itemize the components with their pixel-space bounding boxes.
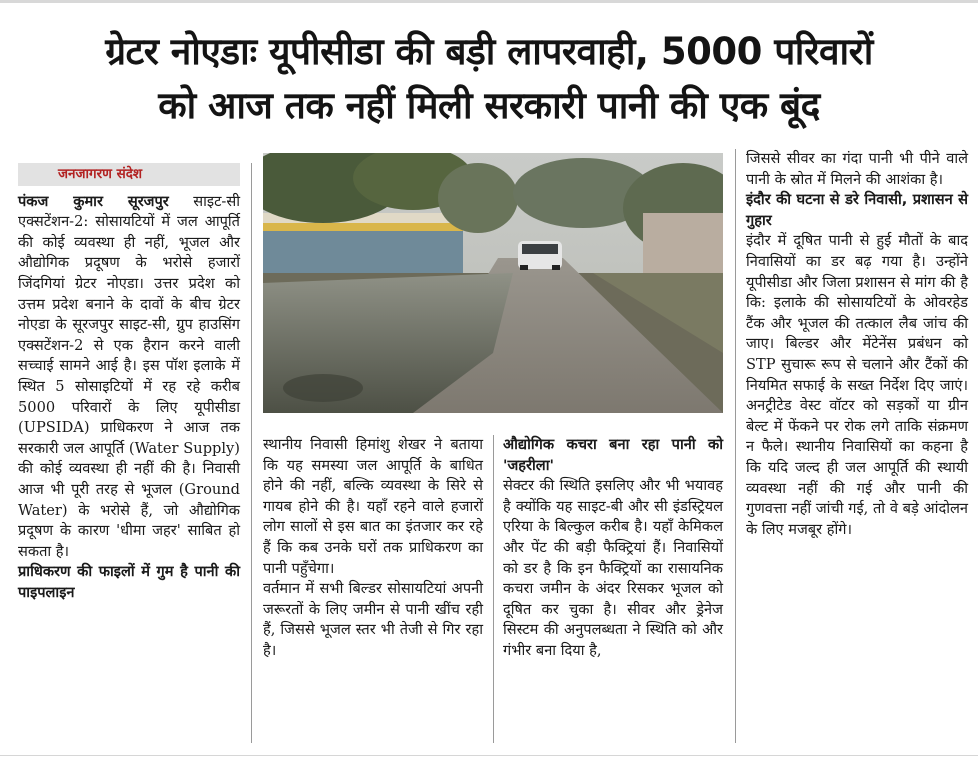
section-tag: जनजागरण संदेश bbox=[18, 163, 240, 186]
col4-paragraph-1: जिससे सीवर का गंदा पानी भी पीने वाले पानी के स्रोत में मिलने की आशंका है। bbox=[746, 150, 968, 188]
headline-line-1: ग्रेटर नोएडाः यूपीसीडा की बड़ी लापरवाही, 5000 परिवारों bbox=[105, 30, 873, 73]
col3-paragraph: सेक्टर की स्थिति इसलिए और भी भयावह है क्योंकि यह साइट-बी और सी इंडस्ट्रियल एरिया के बिल्कुल करीब है। यहाँ केमिकल और पेंट की बड़ी फैक्ट्रियां हैं। निवासियों को डर है कि इन फैक्ट्रियों का रासायनिक कचरा जमीन के अंदर रिसकर भूजल को दूषित कर चुका है। सीवर और ड्रेनेज सिस्टम की अनुपलब्धता ने स्थिति को और गंभीर बना दिया है, bbox=[503, 477, 723, 659]
photo-illustration bbox=[263, 153, 723, 413]
column-2 bbox=[263, 435, 483, 662]
col1-body: साइट-सी एक्सटेंशन-2: सोसायटियों में जल आपूर्ति की कोई व्यवस्था ही नहीं, भूजल और औद्योगिक प्रदूषण के भरोसे हजारों जिंदगियां ग्रेटर नोएडा। उत्तर प्रदेश को उत्तम प्रदेश बनाने के दावों के बीच ग्रेटर नोएडा के सूरजपुर साइट-सी, ग्रुप हाउसिंग एक्सटेंशन-2 से एक हैरान करने वाली सच्चाई सामने आई है। इस पॉश इलाके में स्थित 5 सोसाइटियों में रह रहे करीब 5000 परिवारों के लिए यूपीसीडा (UPSIDA) प्राधिकरण ने आज तक सरकारी जल आपूर्ति (Water Supply) की कोई व्यवस्था ही नहीं की है। निवासी आज भी पूरी तरह से भूजल (Ground Water) के भरोसे हैं, जो औद्योगिक प्रदूषण के कारण 'धीमा जहर' साबित हो सकता है। bbox=[18, 192, 241, 560]
col3-subheading: औद्योगिक कचरा बना रहा पानी को 'जहरीला' bbox=[503, 436, 723, 474]
headline bbox=[6, 25, 972, 133]
col1-paragraph bbox=[18, 192, 240, 563]
column-3 bbox=[503, 435, 723, 662]
column-1 bbox=[18, 163, 240, 603]
headline-line-2: को आज तक नहीं मिली सरकारी पानी की एक बूंद bbox=[158, 84, 820, 127]
col4-subheading: इंदौर की घटना से डरे निवासी, प्रशासन से गुहार bbox=[746, 191, 968, 229]
col4-paragraph-2: इंदौर में दूषित पानी से हुई मौतों के बाद निवासियों का डर बढ़ गया है। उन्होंने यूपीसीडा और जिला प्रशासन से मांग की है कि: इलाके की सोसायटियों के ओवरहेड टैंक और भूजल की तत्काल लैब जांच की जाए। बिल्डर और मेंटेनेंस प्रबंधन को STP सुचारू रूप से चलाने और टैंकों की नियमित सफाई के सख्त निर्देश दिए जाएं। अनट्रीटेड वेस्ट वॉटर को सड़कों या ग्रीन बेल्ट में फेंकने पर रोक लगे ताकि संक्रमण न फैले। स्थानीय निवासियों का कहना है कि यदि जल्द ही जल आपूर्ति की स्थायी व्यवस्था नहीं की गई और पानी की गुणवत्ता नहीं जांची गई, तो वे बड़े आंदोलन के लिए मजबूर होंगे। bbox=[746, 232, 968, 538]
col2-paragraph-2: वर्तमान में सभी बिल्डर सोसायटियां अपनी जरूरतों के लिए जमीन से पानी खींच रही हैं, जिससे भूजल स्तर भी तेजी से गिर रहा है। bbox=[263, 580, 483, 659]
bottom-rule bbox=[0, 755, 978, 756]
col2-paragraph-1: स्थानीय निवासी हिमांशु शेखर ने बताया कि यह समस्या जल आपूर्ति के बाधित होने की नहीं, बल्कि व्यवस्था के सिरे से गायब होने की है। यहाँ रहने वाले हजारों लोग सालों से इस बात का इंतजार कर रहे हैं कि कब उनके घरों तक प्राधिकरण का पानी पहुँचेगा। bbox=[263, 436, 483, 577]
column-divider-2 bbox=[493, 435, 494, 743]
column-divider-1 bbox=[251, 163, 252, 743]
news-photo-road bbox=[263, 153, 723, 413]
column-divider-3 bbox=[735, 149, 736, 743]
column-4 bbox=[746, 149, 968, 540]
col1-subheading: प्राधिकरण की फाइलों में गुम है पानी की पाइपलाइन bbox=[18, 563, 240, 601]
byline: पंकज कुमार सूरजपुर bbox=[18, 192, 169, 210]
